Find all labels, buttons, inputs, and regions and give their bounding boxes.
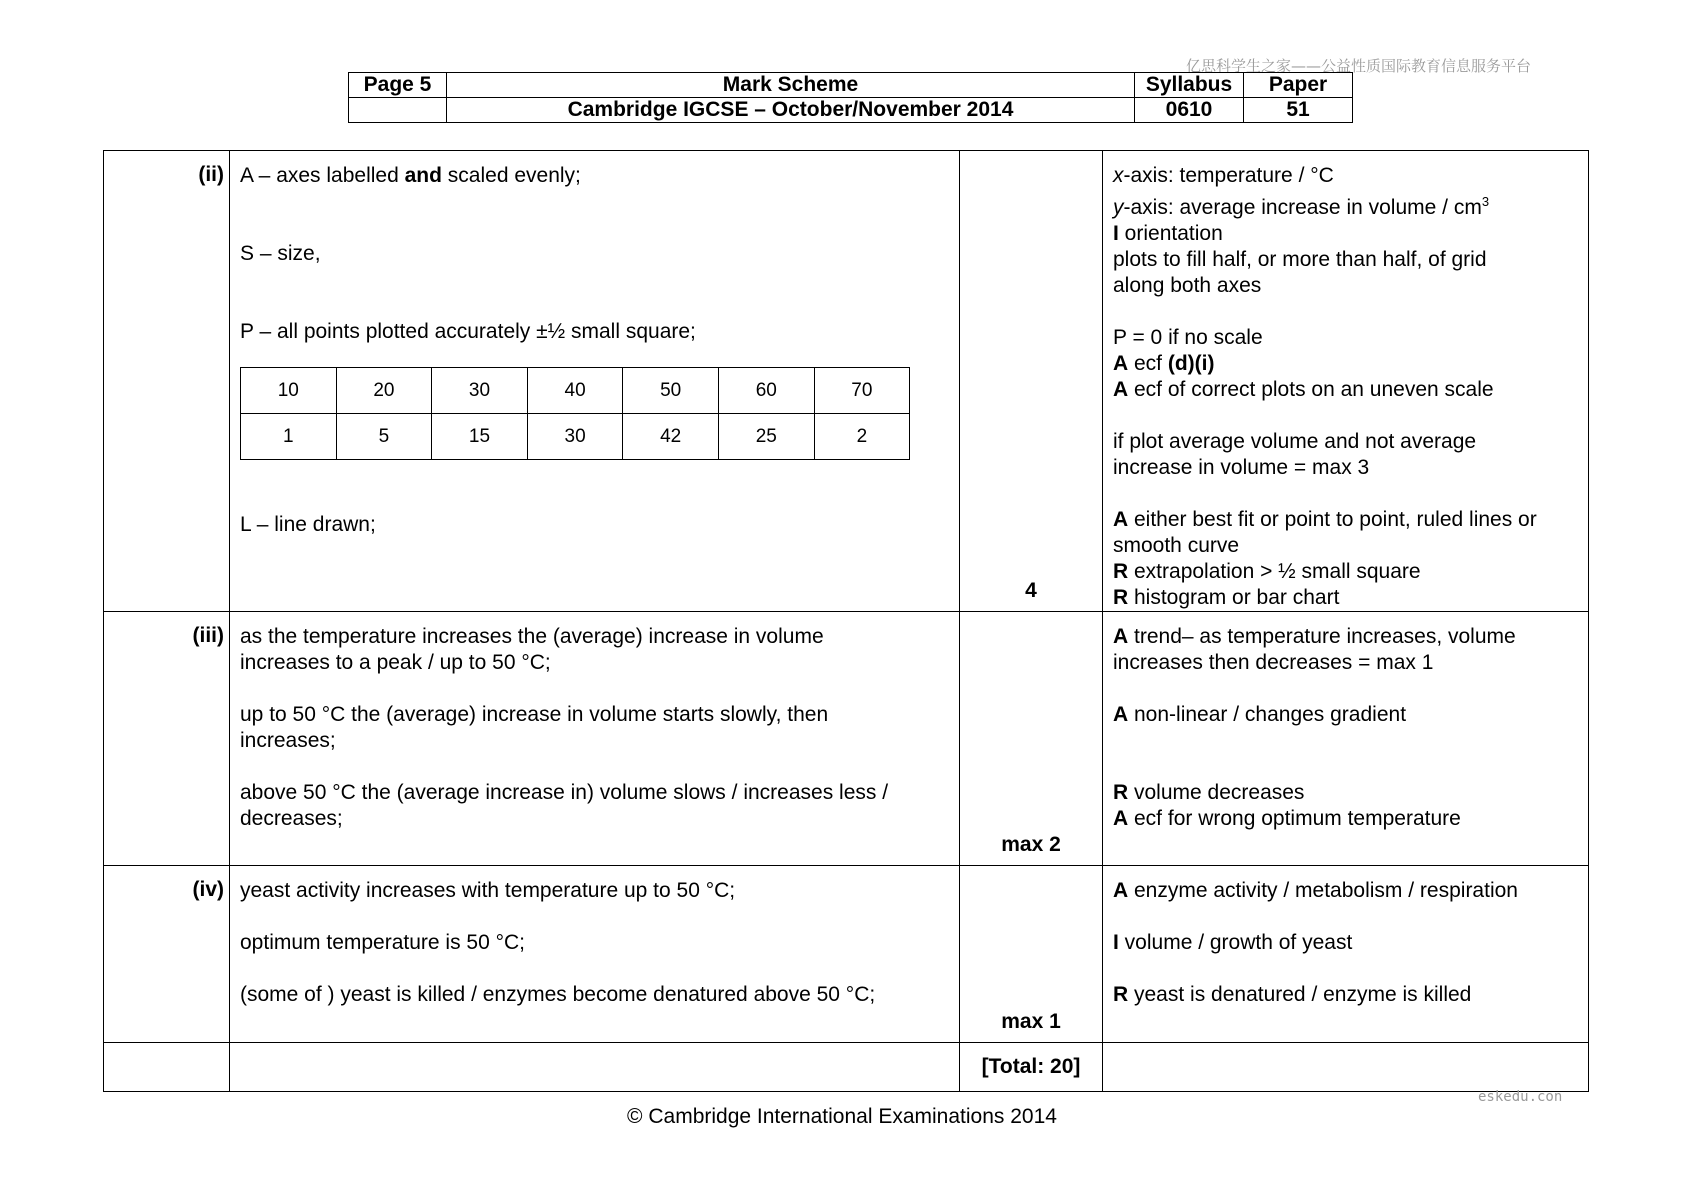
row-ii <box>104 151 1589 612</box>
mark-scheme-title: Mark Scheme <box>447 73 1135 98</box>
criterion-p: P – all points plotted accurately ±½ small square; <box>240 320 696 343</box>
question-label-ii: (ii) <box>104 151 230 612</box>
paper-label: Paper <box>1244 73 1353 98</box>
value-cell: 15 <box>432 414 528 460</box>
guidance-line: A ecf for wrong optimum temperature <box>1113 807 1461 830</box>
plot-values-table <box>240 367 910 460</box>
row-total <box>104 1043 1589 1092</box>
guidance-line: P = 0 if no scale <box>1113 326 1263 349</box>
page-blank <box>349 98 447 123</box>
answer-line: increases to a peak / up to 50 °C; <box>240 651 551 674</box>
temperature-row <box>241 368 910 414</box>
mark-scheme-table <box>103 150 1589 1092</box>
total-blank-label <box>104 1043 230 1092</box>
guidance-line: if plot average volume and not average <box>1113 430 1477 453</box>
temp-cell: 10 <box>241 368 337 414</box>
guidance-line: increases then decreases = max 1 <box>1113 651 1434 674</box>
guidance-line: plots to fill half, or more than half, of grid <box>1113 248 1487 271</box>
guidance-line: x-axis: temperature / °C <box>1113 164 1334 187</box>
guidance-line: A enzyme activity / metabolism / respiration <box>1113 879 1518 902</box>
temp-cell: 40 <box>527 368 623 414</box>
guidance-line: I volume / growth of yeast <box>1113 931 1353 954</box>
temp-cell: 60 <box>718 368 814 414</box>
page-label: Page 5 <box>349 73 447 98</box>
answer-line: yeast activity increases with temperature up to 50 °C; <box>240 879 736 902</box>
guidance-line: A non-linear / changes gradient <box>1113 703 1407 726</box>
syllabus-code: 0610 <box>1135 98 1244 123</box>
guidance-line: y-axis: average increase in volume / $cm^3$ <box>1113 194 1490 219</box>
guidance-ii <box>1103 151 1589 612</box>
row-iv <box>104 866 1589 1043</box>
temp-cell: 70 <box>814 368 910 414</box>
answer-line: up to 50 °C the (average) increase in volume starts slowly, then <box>240 703 829 726</box>
marks-iii: max 2 <box>960 612 1103 866</box>
answer-ii <box>230 151 960 612</box>
value-cell: 30 <box>527 414 623 460</box>
row-iii <box>104 612 1589 866</box>
guidance-line: A trend– as temperature increases, volume <box>1113 625 1516 648</box>
answer-iv <box>230 866 960 1043</box>
guidance-iii <box>1103 612 1589 866</box>
value-cell: 42 <box>623 414 719 460</box>
value-cell: 1 <box>241 414 337 460</box>
paper-number: 51 <box>1244 98 1353 123</box>
answer-line: above 50 °C the (average increase in) volume slows / increases less / <box>240 781 889 804</box>
guidance-line: increase in volume = max 3 <box>1113 456 1370 479</box>
temp-cell: 20 <box>336 368 432 414</box>
value-cell: 2 <box>814 414 910 460</box>
answer-iii <box>230 612 960 866</box>
guidance-line: A ecf of correct plots on an uneven scale <box>1113 378 1494 401</box>
guidance-line: A ecf (d)(i) <box>1113 352 1215 375</box>
watermark-top: 亿思科学生之家——公益性质国际教育信息服务平台 <box>1186 57 1532 75</box>
temp-cell: 30 <box>432 368 528 414</box>
answer-line: decreases; <box>240 807 343 830</box>
guidance-line: R yeast is denatured / enzyme is killed <box>1113 983 1472 1006</box>
guidance-line: smooth curve <box>1113 534 1240 557</box>
answer-line: optimum temperature is 50 °C; <box>240 931 526 954</box>
header-table <box>348 72 1353 123</box>
guidance-line: A either best fit or point to point, ruled lines or <box>1113 508 1537 531</box>
marks-iv: max 1 <box>960 866 1103 1043</box>
temp-cell: 50 <box>623 368 719 414</box>
syllabus-label: Syllabus <box>1135 73 1244 98</box>
criterion-l: L – line drawn; <box>240 513 376 536</box>
guidance-line: R histogram or bar chart <box>1113 586 1340 609</box>
criterion-a: A – axes labelled and scaled evenly; <box>240 164 581 187</box>
marks-ii: 4 <box>960 151 1103 612</box>
answer-line: as the temperature increases the (average) increase in volume <box>240 625 824 648</box>
criterion-s: S – size, <box>240 242 321 265</box>
copyright-footer: © Cambridge International Examinations 2014 <box>627 1105 1057 1128</box>
question-label-iii: (iii) <box>104 612 230 866</box>
total-blank-answer <box>230 1043 960 1092</box>
value-row <box>241 414 910 460</box>
guidance-line: I orientation <box>1113 222 1223 245</box>
total-blank-guidance <box>1103 1043 1589 1092</box>
guidance-line: R volume decreases <box>1113 781 1305 804</box>
exam-title: Cambridge IGCSE – October/November 2014 <box>447 98 1135 123</box>
guidance-line: R extrapolation > ½ small square <box>1113 560 1421 583</box>
total-marks: [Total: 20] <box>960 1043 1103 1092</box>
question-label-iv: (iv) <box>104 866 230 1043</box>
watermark-bottom: eskedu.con <box>1478 1089 1563 1105</box>
guidance-iv <box>1103 866 1589 1043</box>
value-cell: 5 <box>336 414 432 460</box>
answer-line: (some of ) yeast is killed / enzymes become denatured above 50 °C; <box>240 983 876 1006</box>
value-cell: 25 <box>718 414 814 460</box>
guidance-line: along both axes <box>1113 274 1262 297</box>
answer-line: increases; <box>240 729 336 752</box>
